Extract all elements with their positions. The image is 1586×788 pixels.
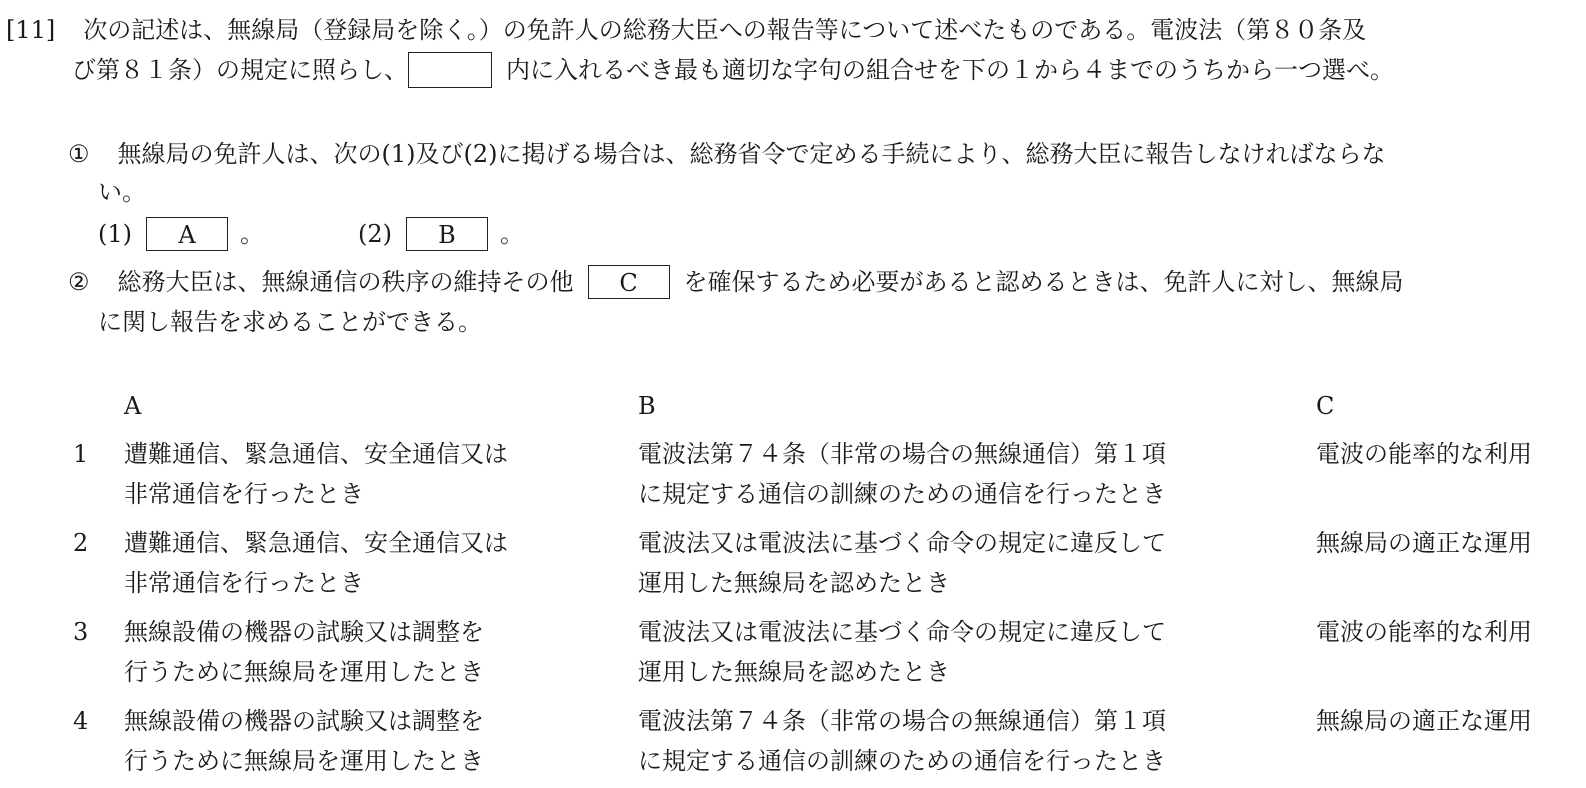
clause1-line-2 <box>98 172 146 212</box>
question-text-2a: び第８１条）の規定に照らし、 <box>72 56 408 84</box>
clause2-line-1 <box>68 262 1404 302</box>
option-c: 無線局の適正な運用 <box>1316 707 1532 735</box>
option-b-line-2: 運用した無線局を認めたとき <box>638 658 950 686</box>
option-b-line-1: 電波法第７４条（非常の場合の無線通信）第１項 <box>638 440 1166 468</box>
option-a-line-2: 非常通信を行ったとき <box>124 569 364 597</box>
option-number: 3 <box>73 618 89 646</box>
option-b-line-1: 電波法又は電波法に基づく命令の規定に違反して <box>638 529 1166 557</box>
question-text-1: 次の記述は、無線局（登録局を除く。）の免許人の総務大臣への報告等について述べたものである。電波法（第８０条及 <box>83 16 1367 44</box>
option-a-line-2: 行うために無線局を運用したとき <box>124 658 484 686</box>
question-text-2b: 内に入れるべき最も適切な字句の組合せを下の１から４までのうちから一つ選べ。 <box>506 56 1394 84</box>
option-a-line-1: 遭難通信、緊急通信、安全通信又は <box>124 440 508 468</box>
option-b-line-2: に規定する通信の訓練のための通信を行ったとき <box>638 747 1166 775</box>
clause2-text-2: に関し報告を求めることができる。 <box>98 308 482 336</box>
item1-end: 。 <box>240 220 264 248</box>
blank-a-box: A <box>146 217 228 251</box>
option-b-line-1: 電波法第７４条（非常の場合の無線通信）第１項 <box>638 707 1166 735</box>
clause1-line-1 <box>68 134 1386 174</box>
clause2-marker: ② <box>68 268 90 296</box>
option-a-line-1: 無線設備の機器の試験又は調整を <box>124 707 484 735</box>
option-c: 電波の能率的な利用 <box>1316 440 1532 468</box>
option-a-line-1: 無線設備の機器の試験又は調整を <box>124 618 484 646</box>
clause1-text-1: 無線局の免許人は、次の(1)及び(2)に掲げる場合は、総務省令で定める手続により、総務大臣に報告しなければならな <box>117 140 1386 168</box>
option-c: 電波の能率的な利用 <box>1316 618 1532 646</box>
option-a-line-2: 行うために無線局を運用したとき <box>124 747 484 775</box>
clause1-marker: ① <box>68 140 90 168</box>
option-b-line-2: に規定する通信の訓練のための通信を行ったとき <box>638 480 1166 508</box>
option-a-line-2: 非常通信を行ったとき <box>124 480 364 508</box>
empty-blank-box <box>408 52 492 88</box>
column-header-c: C <box>1316 392 1335 420</box>
option-b-line-2: 運用した無線局を認めたとき <box>638 569 950 597</box>
column-header-b: B <box>638 392 656 420</box>
blank-b-box: B <box>406 217 488 251</box>
answer-option[interactable] <box>0 612 1586 692</box>
item2-label: (2) <box>358 220 392 248</box>
option-number: 1 <box>73 440 89 468</box>
item2-end: 。 <box>500 220 524 248</box>
column-header-a: A <box>124 392 142 420</box>
option-c: 無線局の適正な運用 <box>1316 529 1532 557</box>
question-line-2 <box>72 50 1394 90</box>
blank-c-box: C <box>588 265 670 299</box>
answer-option[interactable] <box>0 434 1586 514</box>
clause2-text-after: を確保するため必要があると認めるときは、免許人に対し、無線局 <box>683 268 1404 296</box>
option-b-line-1: 電波法又は電波法に基づく命令の規定に違反して <box>638 618 1166 646</box>
clause1-item2 <box>358 214 524 254</box>
option-number: 4 <box>73 707 89 735</box>
question-line-1 <box>6 10 1366 50</box>
clause2-text-before: 総務大臣は、無線通信の秩序の維持その他 <box>117 268 574 296</box>
answer-option[interactable] <box>0 701 1586 781</box>
answer-option[interactable] <box>0 523 1586 603</box>
clause1-items <box>98 214 264 254</box>
item1-label: (1) <box>98 220 132 248</box>
question-number: [11] <box>6 16 56 44</box>
clause1-text-2: い。 <box>98 178 146 206</box>
option-a-line-1: 遭難通信、緊急通信、安全通信又は <box>124 529 508 557</box>
clause2-line-2 <box>98 302 482 342</box>
option-number: 2 <box>73 529 89 557</box>
